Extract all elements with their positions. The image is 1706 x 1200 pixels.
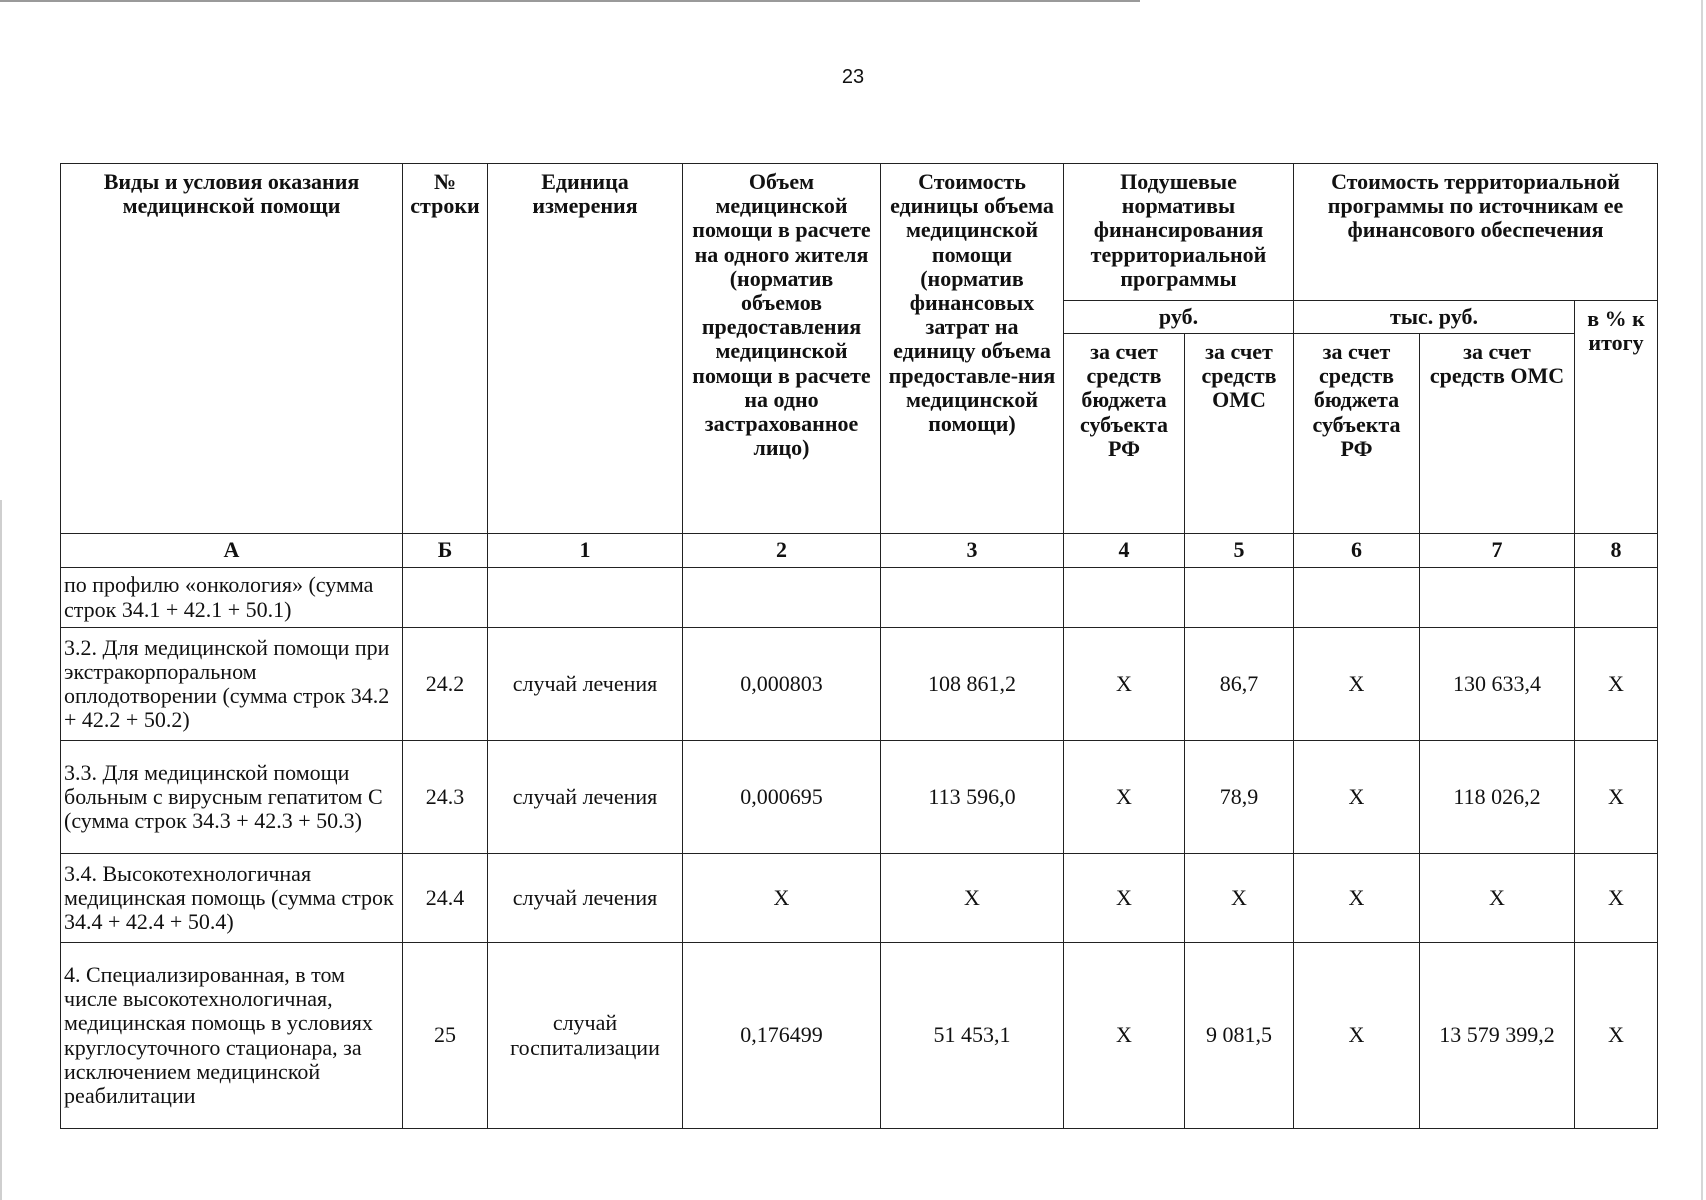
cell-cost-budget <box>1294 568 1420 628</box>
header-budget-funds: за счет средств бюджета субъекта РФ <box>1064 334 1185 534</box>
cell-volume: 0,000803 <box>683 628 881 741</box>
scan-edge-right <box>1701 0 1703 1200</box>
cell-cost-oms: 130 633,4 <box>1420 628 1575 741</box>
header-per-capita: Подушевые нормативы финансирования территориальной программы <box>1064 164 1294 301</box>
column-index-cell: 2 <box>683 534 881 568</box>
scan-edge-left <box>0 500 2 1200</box>
row-label: 4. Специализированная, в том числе высокотехнологичная, медицинская помощь в условиях круглосуточного стационара, за исключением медицинской реабилитации <box>61 943 403 1129</box>
cell-per-capita-oms: Х <box>1185 854 1294 943</box>
cell-cost-oms: Х <box>1420 854 1575 943</box>
column-index-cell: Б <box>403 534 488 568</box>
cell-per-capita-budget: Х <box>1064 741 1185 854</box>
row-label: по профилю «онкология» (сумма строк 34.1 + 42.1 + 50.1) <box>61 568 403 628</box>
table-header <box>61 164 1658 568</box>
header-unit: Единица измерения <box>488 164 683 534</box>
header-program-cost: Стоимость территориальной программы по источникам ее финансового обеспечения <box>1294 164 1658 301</box>
column-index-cell: А <box>61 534 403 568</box>
table-body <box>61 568 1658 1129</box>
header-oms-funds: за счет средств ОМС <box>1185 334 1294 534</box>
column-index-row <box>61 534 1658 568</box>
cell-row-number: 24.2 <box>403 628 488 741</box>
header-row-number: № строки <box>403 164 488 534</box>
cell-cost-budget: Х <box>1294 943 1420 1129</box>
cell-unit-cost: 108 861,2 <box>881 628 1064 741</box>
cell-per-capita-budget: Х <box>1064 943 1185 1129</box>
cell-cost-oms: 13 579 399,2 <box>1420 943 1575 1129</box>
territorial-program-table <box>60 163 1658 1129</box>
cell-unit: случай лечения <box>488 741 683 854</box>
column-index-cell: 4 <box>1064 534 1185 568</box>
cell-percent: Х <box>1575 854 1658 943</box>
cell-unit: случай лечения <box>488 854 683 943</box>
cell-unit <box>488 568 683 628</box>
table-row <box>61 628 1658 741</box>
table-row <box>61 568 1658 628</box>
cell-unit-cost: Х <box>881 854 1064 943</box>
row-label: 3.4. Высокотехнологичная медицинская помощь (сумма строк 34.4 + 42.4 + 50.4) <box>61 854 403 943</box>
cell-percent: Х <box>1575 628 1658 741</box>
cell-unit-cost: 51 453,1 <box>881 943 1064 1129</box>
column-index-cell: 7 <box>1420 534 1575 568</box>
cell-unit-cost: 113 596,0 <box>881 741 1064 854</box>
cell-per-capita-budget <box>1064 568 1185 628</box>
row-label: 3.2. Для медицинской помощи при экстракорпоральном оплодотворении (сумма строк 34.2 + 42.2 + 50.2) <box>61 628 403 741</box>
cell-unit-cost <box>881 568 1064 628</box>
table-row <box>61 943 1658 1129</box>
cell-volume: 0,176499 <box>683 943 881 1129</box>
header-budget-funds: за счет средств бюджета субъекта РФ <box>1294 334 1420 534</box>
cell-row-number: 24.3 <box>403 741 488 854</box>
cell-per-capita-oms <box>1185 568 1294 628</box>
cell-percent: Х <box>1575 741 1658 854</box>
table-row <box>61 741 1658 854</box>
cell-per-capita-oms: 78,9 <box>1185 741 1294 854</box>
cell-percent <box>1575 568 1658 628</box>
cell-per-capita-budget: Х <box>1064 628 1185 741</box>
header-oms-funds: за счет средств ОМС <box>1420 334 1575 534</box>
cell-cost-oms <box>1420 568 1575 628</box>
cell-per-capita-oms: 86,7 <box>1185 628 1294 741</box>
cell-unit: случай госпитализации <box>488 943 683 1129</box>
cell-row-number: 25 <box>403 943 488 1129</box>
page-number: 23 <box>841 66 865 88</box>
cell-cost-budget: Х <box>1294 628 1420 741</box>
cell-cost-budget: Х <box>1294 741 1420 854</box>
header-thousand-rub: тыс. руб. <box>1294 301 1575 334</box>
header-types-conditions: Виды и условия оказания медицинской помощи <box>61 164 403 534</box>
cell-cost-budget: Х <box>1294 854 1420 943</box>
table-row <box>61 854 1658 943</box>
cell-unit: случай лечения <box>488 628 683 741</box>
cell-volume: Х <box>683 854 881 943</box>
header-unit-cost: Стоимость единицы объема медицинской помощи (норматив финансовых затрат на единицу объема предоставле-ния медицинской помощи) <box>881 164 1064 534</box>
header-percent-of-total: в % к итогу <box>1575 301 1658 534</box>
column-index-cell: 5 <box>1185 534 1294 568</box>
cell-row-number: 24.4 <box>403 854 488 943</box>
header-row <box>61 164 1658 301</box>
cell-per-capita-oms: 9 081,5 <box>1185 943 1294 1129</box>
cell-row-number <box>403 568 488 628</box>
scan-edge-top <box>0 0 1140 2</box>
cell-volume <box>683 568 881 628</box>
column-index-cell: 8 <box>1575 534 1658 568</box>
header-volume: Объем медицинской помощи в расчете на одного жителя (норматив объемов предоставления медицинской помощи в расчете на одно застрахованное лицо) <box>683 164 881 534</box>
cell-volume: 0,000695 <box>683 741 881 854</box>
column-index-cell: 1 <box>488 534 683 568</box>
cell-percent: Х <box>1575 943 1658 1129</box>
column-index-cell: 6 <box>1294 534 1420 568</box>
cell-per-capita-budget: Х <box>1064 854 1185 943</box>
cell-cost-oms: 118 026,2 <box>1420 741 1575 854</box>
column-index-cell: 3 <box>881 534 1064 568</box>
header-rub: руб. <box>1064 301 1294 334</box>
row-label: 3.3. Для медицинской помощи больным с вирусным гепатитом С (сумма строк 34.3 + 42.3 + 50.3) <box>61 741 403 854</box>
